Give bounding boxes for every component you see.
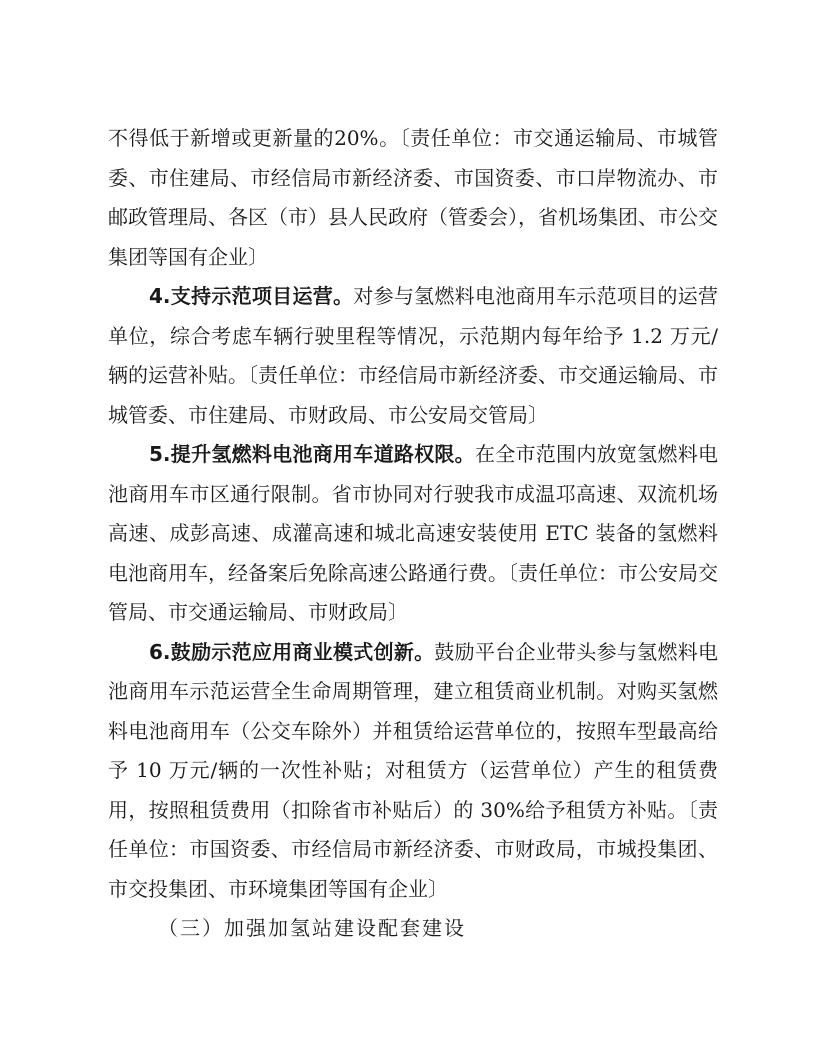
- paragraph-item-6: [108, 633, 718, 910]
- item-heading: 6.鼓励示范应用商业模式创新。: [149, 639, 435, 664]
- item-heading: 5.提升氢燃料电池商用车道路权限。: [149, 442, 475, 466]
- paragraph-text: 鼓励平台企业带头参与氢燃料电池商用车示范运营全生命周期管理，建立租赁商业机制。对购买氢燃料电池商用车（公交车除外）并租赁给运营单位的，按照车型最高给予 10 万元/辆的一次性补贴；对租赁方（运营单位）产生的租赁费用，按照租赁费用（扣除省市补贴后）的 30%给予租赁方补贴。〔责任单位：市国资委、市经信局市新经济委、市财政局，市城投集团、市交投集团、市环境集团等国有企业〕: [108, 639, 719, 901]
- paragraph-text: 对参与氢燃料电池商用车示范项目的运营单位，综合考虑车辆行驶里程等情况，示范期内每年给予 1.2 万元/辆的运营补贴。〔责任单位：市经信局市新经济委、市交通运输局、市城管委、市住建局、市财政局、市公安局交管局〕: [108, 284, 719, 427]
- paragraph-item-5: [108, 435, 718, 633]
- document-page: [108, 119, 718, 949]
- paragraph-text: 不得低于新增或更新量的20%。〔责任单位：市交通运输局、市城管委、市住建局、市经信局市新经济委、市国资委、市口岸物流办、市邮政管理局、各区（市）县人民政府（管委会），省机场集团、市公交集团等国有企业〕: [108, 126, 718, 269]
- paragraph-continuation: [108, 119, 718, 277]
- section-heading: （三）加强加氢站建设配套建设: [158, 916, 466, 940]
- paragraph-item-4: [108, 277, 718, 435]
- item-heading: 4.支持示范项目运营。: [149, 284, 354, 308]
- paragraph-text: 在全市范围内放宽氢燃料电池商用车市区通行限制。省市协同对行驶我市成温邛高速、双流机场高速、成彭高速、成灌高速和城北高速安装使用 ETC 装备的氢燃料电池商用车，经备案后免除高速公路通行费。〔责任单位：市公安局交管局、市交通运输局、市财政局〕: [108, 442, 719, 624]
